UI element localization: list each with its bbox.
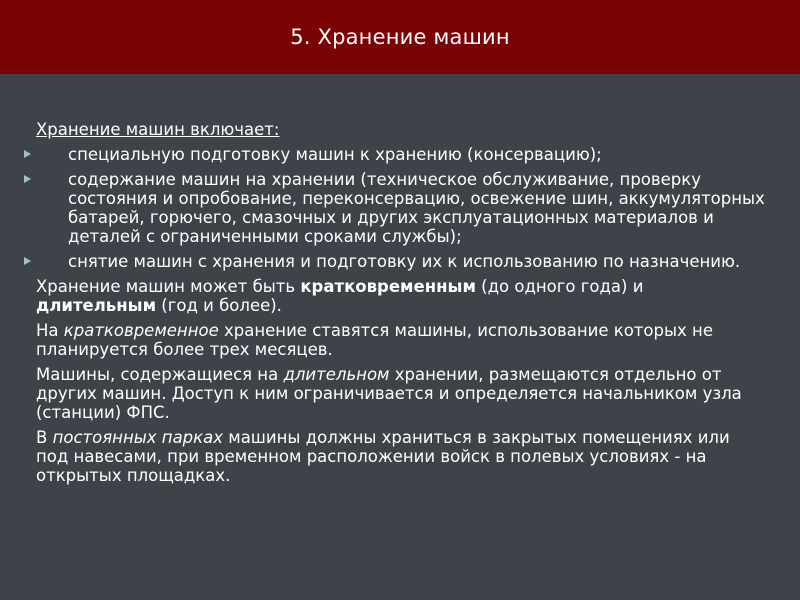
paragraph-long-term: [36, 365, 766, 422]
bullet-text: снятие машин с хранения и подготовку их к использованию по назначению.: [68, 252, 741, 271]
triangle-bullet-icon: [24, 175, 31, 183]
title-bar: [0, 0, 800, 74]
paragraph-permanent-parks: [36, 428, 766, 485]
text-run: (до одного года) и: [475, 277, 644, 296]
text-run: Машины, содержащиеся на: [36, 365, 284, 384]
bullet-item: [36, 170, 766, 246]
triangle-bullet-icon: [24, 257, 31, 265]
term-short-term: кратковременным: [300, 277, 476, 296]
paragraph-short-term: [36, 321, 766, 359]
text-run: машины должны храниться в закрытых помещениях или под навесами, при временном расположении войск в полевых условиях - на открытых площадках.: [36, 428, 730, 485]
bullet-text: содержание машин на хранении (техническое обслуживание, проверку состояния и опробование, переконсервацию, освежение шин, аккумуляторных батарей, горючего, смазочных и других эксплуатационных материалов и деталей с ограниченными сроками службы);: [68, 170, 765, 246]
slide-content: [36, 120, 766, 491]
bullet-item: [36, 252, 766, 271]
emphasis-long-term: длительном: [283, 365, 390, 384]
text-run: хранение ставятся машины, использование которых не планируется более трех месяцев.: [36, 321, 713, 359]
text-run: (год и более).: [156, 296, 282, 315]
emphasis-short-term: кратковременное: [63, 321, 219, 340]
slide-title: 5. Хранение машин: [290, 25, 510, 49]
triangle-bullet-icon: [24, 150, 31, 158]
emphasis-permanent-parks: постоянных парках: [52, 428, 223, 447]
text-run: В: [36, 428, 53, 447]
bullet-text: специальную подготовку машин к хранению (консервацию);: [68, 145, 602, 164]
paragraph-storage-types: [36, 277, 766, 315]
bullet-item: [36, 145, 766, 164]
intro-heading: Хранение машин включает:: [36, 120, 280, 139]
text-run: На: [36, 321, 64, 340]
text-run: хранении, размещаются отдельно от других машин. Доступ к ним ограничивается и определяется начальником узла (станции) ФПС.: [36, 365, 742, 422]
text-run: Хранение машин может быть: [36, 277, 301, 296]
term-long-term: длительным: [36, 296, 157, 315]
